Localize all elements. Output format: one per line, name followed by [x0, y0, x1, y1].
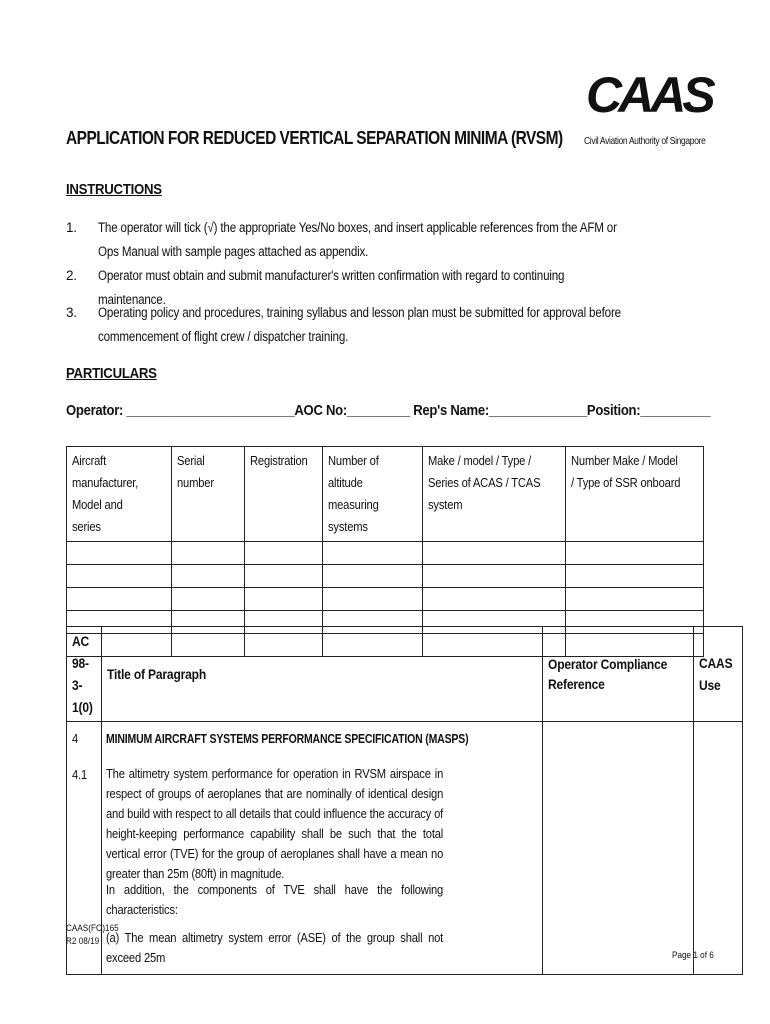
table-cell[interactable] — [67, 588, 172, 611]
section-title: MINIMUM AIRCRAFT SYSTEMS PERFORMANCE SPECIFICATION (MASPS) — [106, 732, 469, 746]
particulars-heading: PARTICULARS — [66, 365, 157, 382]
caas-logo — [584, 67, 712, 147]
instruction-item-3 — [66, 301, 716, 349]
table-cell[interactable] — [172, 565, 244, 588]
paragraph-text: The altimetry system performance for operation in RVSM airspace in respect of groups of aeroplanes that are nominally of identical design and build with respect to all details that could influence the accuracy of height-keeping performance capability shall be such that the total vertical error (TVE) for the group of aeroplanes shall have a mean no greater than 25m (80ft) in magnitude. — [106, 766, 444, 881]
table-cell[interactable] — [244, 588, 322, 611]
operator-compliance-cell[interactable] — [542, 722, 693, 975]
paragraph-text: In addition, the components of TVE shall have the following characteristics: — [106, 882, 444, 917]
table-cell[interactable] — [422, 565, 565, 588]
table-cell[interactable] — [67, 565, 172, 588]
col-header-ssr: Number Make / Model / Type of SSR onboard — [565, 447, 703, 542]
instruction-number: 3. — [66, 305, 77, 320]
compliance-table — [66, 626, 743, 975]
paragraph-number: 4.1 — [72, 767, 88, 782]
table-row — [67, 565, 704, 588]
paragraph-text: (a) The mean altimetry system error (ASE) of the group shall not exceed 25m — [106, 930, 444, 965]
table-row — [67, 542, 704, 565]
table-cell[interactable] — [244, 542, 322, 565]
table-cell[interactable] — [422, 588, 565, 611]
table-cell[interactable] — [322, 588, 422, 611]
col-header-aircraft: Aircraft manufacturer, Model and series — [67, 447, 172, 542]
col-header-registration: Registration — [244, 447, 322, 542]
col-header-title: Title of Paragraph — [102, 627, 542, 722]
col-header-altitude-systems: Number of altitude measuring systems — [322, 447, 422, 542]
col-header-compliance-ref: Operator Compliance Reference — [542, 627, 693, 722]
col-header-serial: Serial number — [172, 447, 244, 542]
table-cell[interactable] — [322, 565, 422, 588]
form-code-text: CAAS(FO)165 — [66, 923, 119, 934]
table-cell[interactable] — [565, 588, 703, 611]
col-header-acas-tcas: Make / model / Type / Series of ACAS / TCAS system — [422, 447, 565, 542]
logo-subtitle: Civil Aviation Authority of Singapore — [584, 136, 706, 147]
instruction-text: Operator must obtain and submit manufacturer's written confirmation with regard to continuing maintenance. — [98, 268, 565, 307]
instruction-item-2 — [66, 264, 716, 307]
page-number: Page 1 of 6 — [672, 950, 714, 961]
col-header-ac-ref: AC 98-3-1(0) — [67, 627, 102, 722]
table-cell[interactable] — [244, 565, 322, 588]
caas-use-cell[interactable] — [693, 722, 743, 975]
table-cell[interactable] — [67, 542, 172, 565]
instruction-number: 2. — [66, 268, 77, 283]
document-title: APPLICATION FOR REDUCED VERTICAL SEPARATION MINIMA (RVSM) — [66, 128, 563, 148]
paragraph-number: 4 — [72, 731, 79, 746]
instructions-heading: INSTRUCTIONS — [66, 181, 162, 198]
revision-text: R2 08/19 — [66, 936, 100, 947]
table-cell[interactable] — [565, 542, 703, 565]
col-header-caas-use: CAAS Use — [693, 627, 743, 722]
instruction-number: 1. — [66, 220, 77, 235]
instruction-item-1 — [66, 216, 716, 264]
table-row — [67, 588, 704, 611]
table-cell[interactable] — [172, 588, 244, 611]
table-cell[interactable] — [322, 542, 422, 565]
instruction-text: Operating policy and procedures, training syllabus and lesson plan must be submitted for approval before commencement of flight crew / dispatcher training. — [98, 305, 621, 344]
form-code — [66, 922, 119, 948]
table-cell[interactable] — [172, 542, 244, 565]
logo-mark: CAAS — [586, 67, 712, 123]
table-cell[interactable] — [422, 542, 565, 565]
paragraph-title-cell — [102, 722, 542, 975]
operator-line[interactable]: Operator: ________________________AOC No:_________ Rep's Name:______________Position:__________ — [66, 402, 711, 419]
instruction-text: The operator will tick (√) the appropriate Yes/No boxes, and insert applicable references from the AFM or Ops Manual with sample pages attached as appendix. — [98, 220, 617, 259]
table-cell[interactable] — [565, 565, 703, 588]
